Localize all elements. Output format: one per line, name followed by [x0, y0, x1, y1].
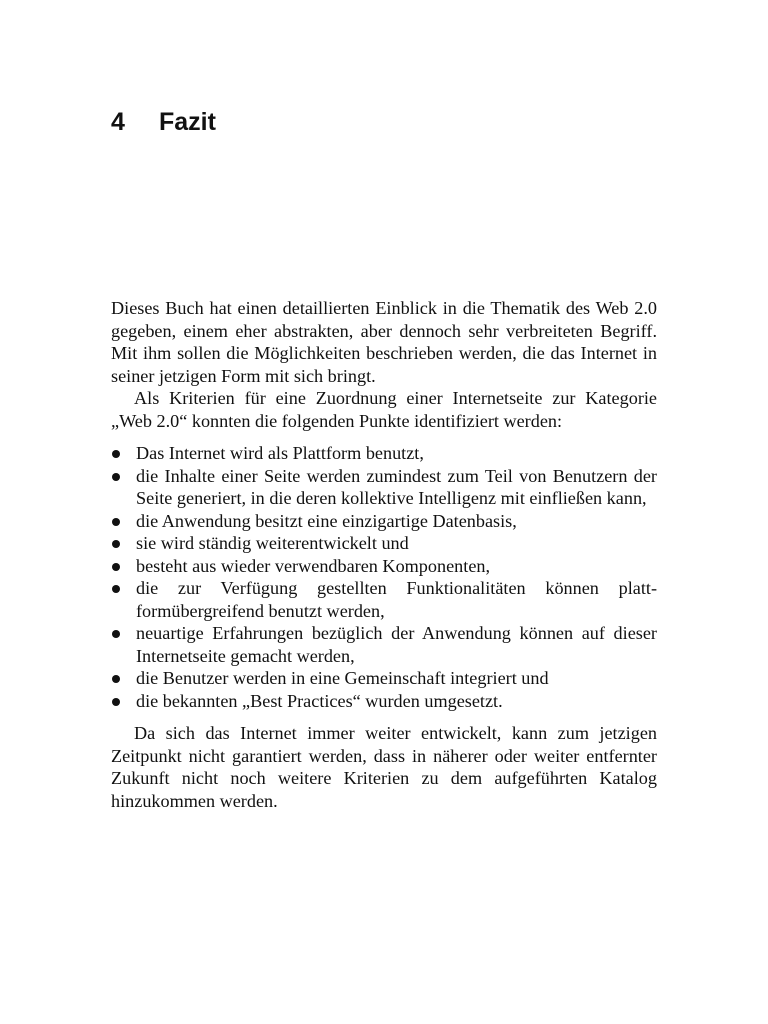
bullet-icon: [112, 473, 120, 481]
intro-paragraph: Dieses Buch hat einen detaillierten Einblick in die Thematik des Web 2.0 gegeben, einem eher abstrakten, aber dennoch sehr verbreiteten Begriff. Mit ihm sollen die Möglichkeiten beschrieben werden, die das Internet in seiner jetzigen Form mit sich bringt.: [111, 298, 657, 386]
bullet-icon: [112, 518, 120, 526]
list-item-text: die bekannten „Best Practices“ wurden umgesetzt.: [136, 690, 503, 711]
bullet-icon: [112, 563, 120, 571]
list-item-text: die Anwendung besitzt eine einzigartige Datenbasis,: [136, 510, 517, 531]
chapter-body: [111, 297, 657, 812]
bullet-icon: [112, 540, 120, 548]
chapter-number: 4: [111, 108, 125, 136]
bullet-icon: [112, 675, 120, 683]
list-item: [111, 667, 657, 690]
list-item: [111, 465, 657, 510]
list-item: [111, 442, 657, 465]
chapter-title: Fazit: [159, 108, 216, 136]
chapter-heading: [111, 104, 216, 140]
list-item: [111, 690, 657, 713]
bullet-icon: [112, 698, 120, 706]
list-item-text: die zur Verfügung gestellten Funktionalitäten können plattformübergreifend benutzt werden,: [136, 578, 657, 621]
list-item-text: neuartige Erfahrungen bezüglich der Anwendung können auf dieser Internetseite gemacht werden,: [136, 623, 657, 666]
list-item-text: sie wird ständig weiterentwickelt und: [136, 533, 409, 553]
bullet-icon: [112, 630, 120, 638]
list-item-text: die Inhalte einer Seite werden zumindest zum Teil von Benutzern der Seite generiert, in die deren kollektive Intelligenz mit einfließen kann,: [136, 465, 657, 508]
list-item-text: die Benutzer werden in eine Gemeinschaft integriert und: [136, 668, 549, 688]
criteria-intro-paragraph: Als Kriterien für eine Zuordnung einer Internetseite zur Kategorie „Web 2.0“ konnten die folgenden Punkte identifiziert werden:: [111, 388, 657, 431]
list-item-text: besteht aus wieder verwendbaren Komponenten,: [136, 555, 491, 576]
list-item: [111, 555, 657, 578]
list-item: [111, 622, 657, 667]
criteria-list: [111, 442, 657, 712]
bullet-icon: [112, 450, 120, 458]
list-item-text: Das Internet wird als Plattform benutzt,: [136, 443, 424, 463]
list-item: [111, 577, 657, 622]
closing-paragraph: Da sich das Internet immer weiter entwickelt, kann zum jetzigen Zeitpunkt nicht garantiert werden, dass in näherer oder weiter entfernter Zukunft nicht noch weitere Kriterien zu dem aufgeführten Katalog hinzukommen werden.: [111, 723, 657, 811]
list-item: [111, 510, 657, 533]
list-item: [111, 532, 657, 555]
bullet-icon: [112, 585, 120, 593]
